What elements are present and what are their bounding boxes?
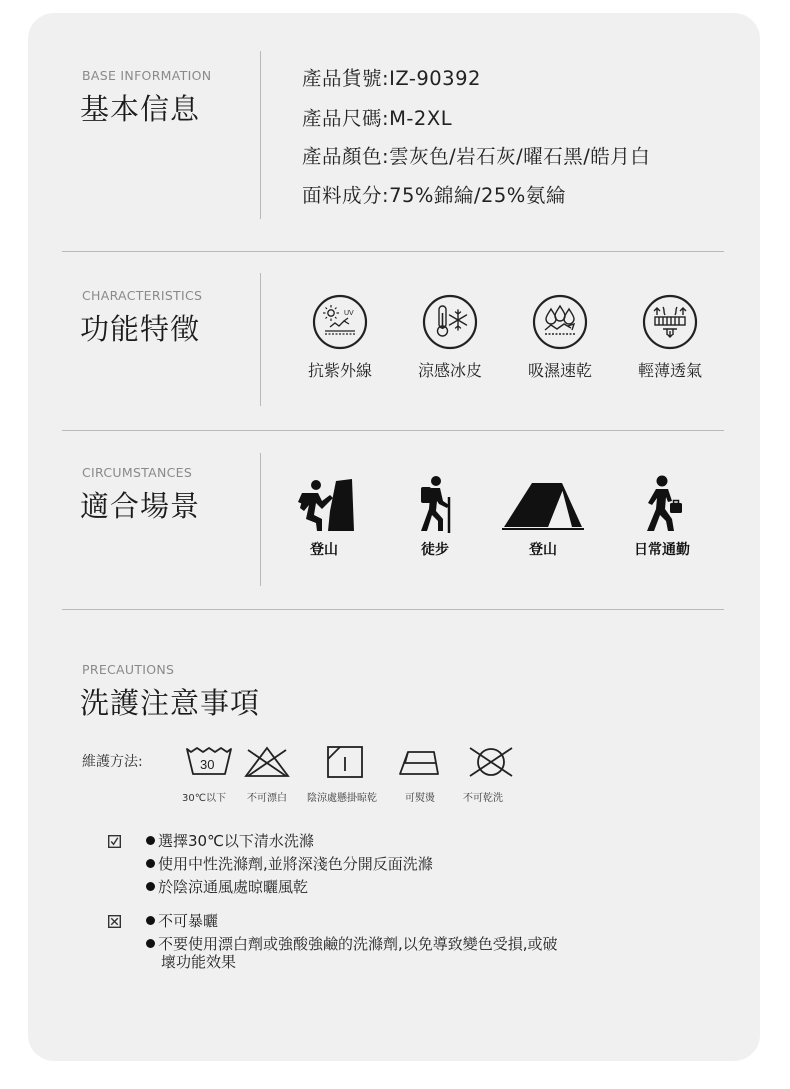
breathable-fabric-icon [641, 293, 699, 351]
scene-label-hiking: 徒步 [421, 542, 449, 558]
feature-moisture [510, 293, 610, 381]
uv-protection-icon [311, 293, 369, 351]
base-info-vertical-divider [260, 51, 261, 219]
bullet-icon [146, 939, 155, 948]
bullet-icon [146, 882, 155, 891]
moisture-wicking-icon [531, 293, 589, 351]
care-label-dry-shade: 陰涼處懸掛晾乾 [307, 793, 377, 804]
do-item: 於陰涼通風處晾曬風乾 [146, 876, 308, 897]
feature-label-breathable: 輕薄透氣 [637, 361, 702, 380]
no-bleach-icon [244, 746, 290, 778]
commuter-icon [630, 471, 694, 537]
feature-label-uv: 抗紫外線 [307, 361, 372, 380]
section-divider [62, 430, 724, 431]
fabric-composition: 面料成分:75%錦綸/25%氨綸 [302, 184, 566, 207]
circumstances-vertical-divider [260, 453, 261, 586]
spec-card [28, 13, 760, 1061]
hiking-icon [403, 471, 467, 537]
wash-30-icon [185, 746, 233, 778]
dont-item: 不可暴曬 [146, 910, 218, 931]
care-method-label: 維護方法: [82, 754, 143, 770]
bullet-icon [146, 916, 155, 925]
scene-camping [488, 471, 598, 559]
feature-cooling [400, 293, 500, 381]
scene-climbing [269, 471, 379, 559]
scene-label-commute: 日常通勤 [634, 542, 690, 558]
do-item: 使用中性洗滌劑,並將深淺色分開反面洗滌 [146, 853, 433, 874]
circumstances-title: 適合場景 [80, 489, 201, 523]
care-label-no-dry-clean: 不可乾洗 [463, 793, 503, 804]
product-number: 產品貨號:IZ-90392 [302, 67, 481, 90]
do-item: 選擇30℃以下清水洗滌 [146, 830, 314, 851]
characteristics-vertical-divider [260, 273, 261, 406]
precautions-title: 洗護注意事項 [80, 686, 261, 720]
no-dry-clean-icon [464, 744, 518, 780]
product-colors: 產品顏色:雲灰色/岩石灰/曜石黑/皓月白 [302, 145, 651, 168]
scene-label-camping: 登山 [529, 542, 557, 558]
care-label-no-bleach: 不可漂白 [247, 793, 287, 804]
rock-climbing-icon [292, 471, 356, 537]
precautions-en-title: PRECAUTIONS [82, 662, 175, 677]
tent-icon [500, 471, 586, 537]
iron-icon [396, 746, 444, 778]
line-dry-shade-icon [326, 745, 366, 779]
characteristics-title: 功能特徵 [80, 312, 201, 346]
care-label-iron: 可熨燙 [405, 793, 435, 804]
scene-commute [607, 471, 717, 559]
characteristics-en-title: CHARACTERISTICS [82, 288, 203, 303]
svg-text:UV: UV [344, 310, 354, 317]
bullet-icon [146, 836, 155, 845]
dont-item: 不要使用漂白劑或強酸強鹼的洗滌劑,以免導致變色受損,或破 [146, 933, 558, 954]
checkbox-crossed-icon [108, 915, 121, 928]
circumstances-en-title: CIRCUMSTANCES [82, 465, 193, 480]
feature-breathable [620, 293, 720, 381]
section-divider [62, 609, 724, 610]
dont-item-continuation: 壞功能效果 [161, 953, 237, 971]
section-divider [62, 251, 724, 252]
checkbox-checked-icon [108, 835, 121, 848]
feature-label-moisture: 吸濕速乾 [527, 361, 592, 380]
product-sizes: 產品尺碼:M-2XL [302, 107, 453, 130]
cooling-thermometer-icon [421, 293, 479, 351]
base-info-title: 基本信息 [80, 92, 201, 126]
feature-uv [290, 293, 390, 381]
feature-label-cooling: 涼感冰皮 [417, 361, 482, 380]
scene-label-climbing: 登山 [310, 542, 338, 558]
svg-text:30: 30 [200, 757, 215, 772]
base-info-en-title: BASE INFORMATION [82, 68, 212, 83]
care-label-wash: 30℃以下 [182, 793, 226, 804]
bullet-icon [146, 859, 155, 868]
scene-hiking [380, 471, 490, 559]
